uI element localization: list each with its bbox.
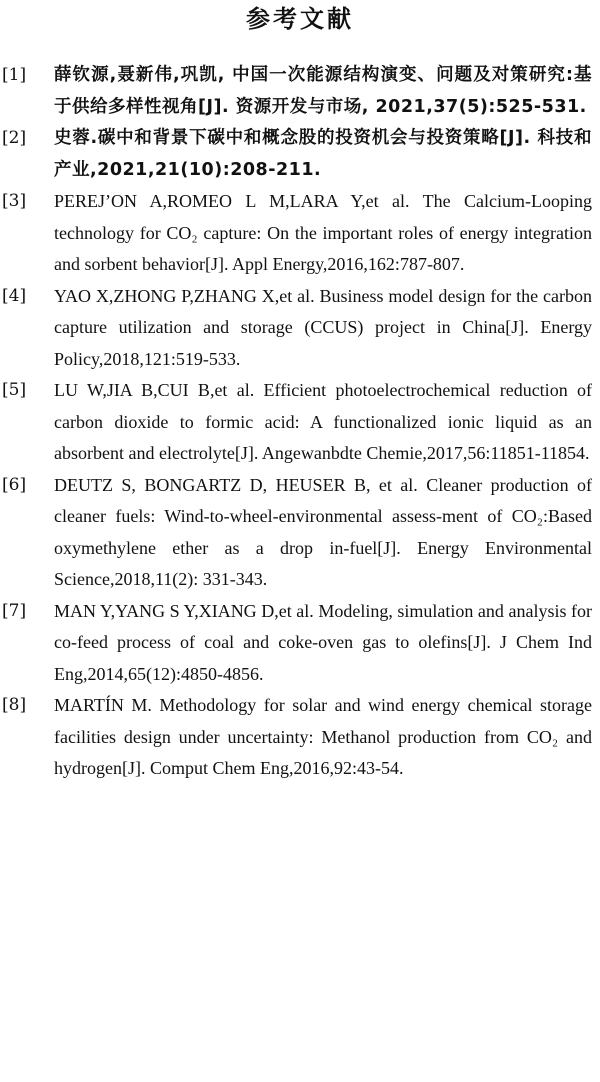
reference-text: MAN Y,YANG S Y,XIANG D,et al. Modeling, simulation and analysis for co-feed process of coal and coke-oven gas to olefins[J]. J Chem Ind Eng,2014,65(12):4850-4856.: [54, 600, 592, 684]
reference-text: 薛钦源,聂新伟,巩凯, 中国一次能源结构演变、问题及对策研究:基于供给多样性视角[J]. 资源开发与市场, 2021,37(5):525-531.: [54, 65, 592, 117]
page-title: 参考文献: [246, 5, 354, 33]
reference-item: [0, 690, 600, 785]
reference-number: [1]: [2, 65, 27, 85]
reference-number: [3]: [2, 191, 27, 211]
reference-item: [0, 375, 600, 470]
reference-number: [2]: [2, 128, 27, 148]
reference-number: [7]: [2, 600, 27, 621]
reference-number: [6]: [2, 474, 27, 495]
reference-number: [8]: [2, 695, 27, 715]
reference-item: [0, 470, 600, 596]
reference-text: YAO X,ZHONG P,ZHANG X,et al. Business model design for the carbon capture utilization and storage (CCUS) project in China[J]. Energy Policy,2018,121:519-533.: [54, 285, 592, 369]
reference-text: DEUTZ S, BONGARTZ D, HEUSER B, et al. Cleaner production of cleaner fuels: Wind-to-wheel-environmental assess-ment of CO₂:Based oxymethylene ether as a drop in-fuel[J]. Energy Environmental Science,2018,11(2): 331-343.: [54, 474, 592, 589]
reference-list: [0, 60, 600, 785]
reference-text: MARTÍN M. Methodology for solar and wind energy chemical storage facilities design under uncertainty: Methanol production from CO₂ and hydrogen[J]. Comput Chem Eng,2016,92:43-54.: [54, 695, 592, 778]
reference-text: LU W,JIA B,CUI B,et al. Efficient photoelectrochemical reduction of carbon dioxide to formic acid: A functionalized ionic liquid as an absorbent and electrolyte[J]. Angewanbdte Chemie,2017,56:11851-11854.: [54, 380, 592, 463]
reference-text: PEREJ’ON A,ROMEO L M,LARA Y,et al. The Calcium-Looping technology for CO₂ capture: On the important roles of energy integration and sorbent behavior[J]. Appl Energy,2016,162:787-807.: [54, 191, 592, 274]
reference-item: [0, 123, 600, 186]
reference-item: [0, 60, 600, 123]
reference-number: [5]: [2, 380, 27, 400]
reference-number: [4]: [2, 285, 27, 306]
reference-text: 史蓉.碳中和背景下碳中和概念股的投资机会与投资策略[J]. 科技和产业,2021,21(10):208-211.: [54, 128, 592, 180]
reference-item: [0, 281, 600, 376]
reference-item: [0, 596, 600, 691]
reference-item: [0, 186, 600, 281]
